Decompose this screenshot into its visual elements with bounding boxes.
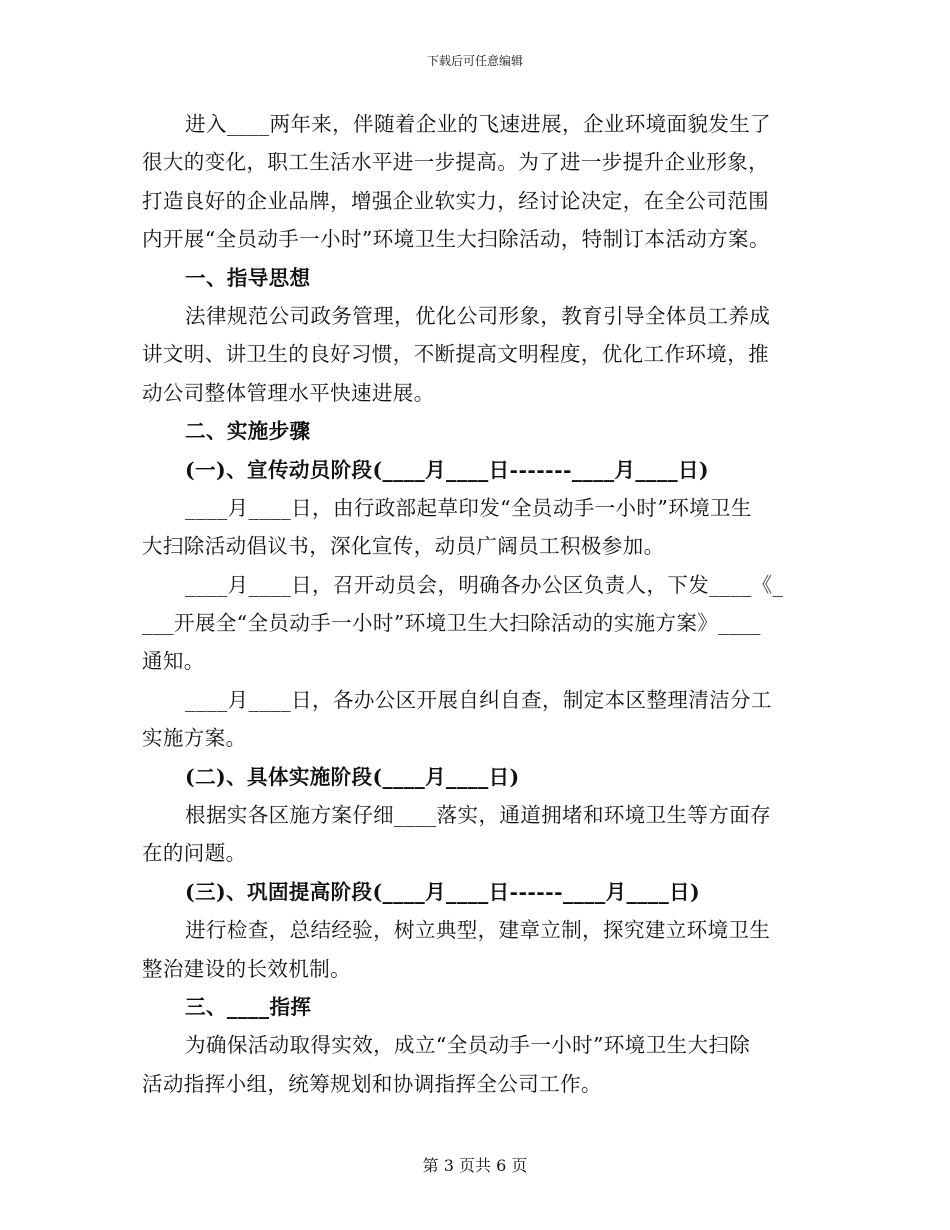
paragraph-line: ___开展全“全员动手一小时”环境卫生大扫除活动的实施方案》____: [142, 611, 761, 636]
paragraph-line: 很大的变化，职工生活水平进一步提高。为了进一步提升企业形象，: [142, 150, 769, 175]
section-heading: 二、实施步骤: [185, 419, 311, 444]
subsection-heading: (二)、具体实施阶段(____月____日): [185, 764, 520, 789]
paragraph-line: 内开展“全员动手一小时”环境卫生大扫除活动，特制订本活动方案。: [142, 227, 770, 252]
paragraph-line: 讲文明、讲卫生的良好习惯，不断提高文明程度，优化工作环境，推: [142, 342, 769, 367]
paragraph-line: 法律规范公司政务管理，优化公司形象，教育引导全体员工养成: [185, 303, 771, 328]
paragraph-line: ____月____日，由行政部起草印发“全员动手一小时”环境卫生: [185, 495, 752, 520]
document-body: [142, 105, 802, 1103]
paragraph-line: 实施方案。: [142, 726, 247, 751]
paragraph-line: ____月____日，召开动员会，明确各办公区负责人，下发____《_: [185, 572, 784, 597]
paragraph-line: 根据实各区施方案仔细____落实，通道拥堵和环境卫生等方面存: [185, 803, 772, 828]
paragraph-line: 为确保活动取得实效，成立“全员动手一小时”环境卫生大扫除: [185, 1033, 751, 1058]
paragraph-line: ____月____日，各办公区开展自纠自查，制定本区整理清洁分工: [185, 687, 772, 712]
section-heading: 三、____指挥: [185, 994, 312, 1019]
paragraph-line: 在的问题。: [142, 841, 247, 866]
section-heading: 一、指导思想: [185, 265, 311, 290]
paragraph-line: 进入____两年来，伴随着企业的飞速进展，企业环境面貌发生了: [185, 112, 772, 136]
paragraph-line: 通知。: [142, 649, 205, 674]
paragraph-line: 打造良好的企业品牌，增强企业软实力，经讨论决定，在全公司范围: [142, 188, 769, 213]
paragraph-line: 动公司整体管理水平快速进展。: [142, 380, 435, 405]
paragraph-line: 进行检查，总结经验，树立典型，建章立制，探究建立环境卫生: [185, 918, 771, 943]
subsection-heading: (一)、宣传动员阶段(____月____日-------____月____日): [185, 457, 710, 482]
page-header: 下载后可任意编辑: [426, 54, 523, 68]
subsection-heading: (三)、巩固提高阶段(____月____日------____月____日): [185, 879, 701, 904]
paragraph-line: 整治建设的长效机制。: [142, 956, 351, 981]
page-number: 第 3 页共 6 页: [422, 1156, 528, 1175]
paragraph-line: 活动指挥小组，统筹规划和协调指挥全公司工作。: [142, 1071, 602, 1096]
paragraph-line: 大扫除活动倡议书，深化宣传，动员广阔员工积极参加。: [142, 534, 665, 559]
